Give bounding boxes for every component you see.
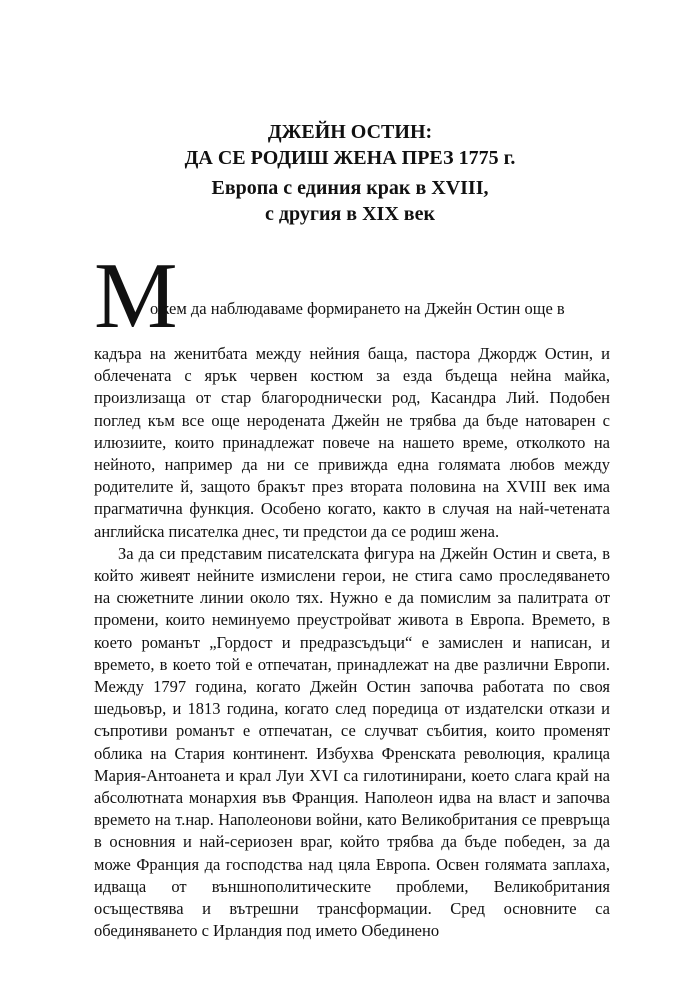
paragraph-2: За да си представим писателската фигура на Джейн Остин и света, в който живеят нейните измислени герои, не стига само проследяването на сюжетните линии около тях. Нужно е да помислим за палитрата от промени, които неминуемо преустройват живота в Европа. Времето, в което романът „Гордост и предразсъдъци“ е замислен и написан, и времето, в което той е отпечатан, принадлежат на две различни Европи. Между 1797 година, когато Джейн Остин започва работата по своя шедьовър, и 1813 година, когато след поредица от издателски откази и съпротиви романът е отпечатан, се случват събития, които променят облика на Стария континент. Избухва Френската революция, кралица Мария-Антоанета и крал Луи XVI са гилотинирани, което слага край на абсолютната монархия във Франция. Наполеон идва на власт и започва времето на т.нар. Наполеонови войни, като Великобритания се превръща в основния и най-сериозен враг, който трябва да бъде победен, за да може Франция да господства над цяла Европа. Освен голямата заплаха, идваща от външнополитическите проблеми, Великобритания осъществява и вътрешни трансформации. Сред основните са обединяването с Ирландия под името Обединено — [94, 543, 610, 941]
paragraph-1: кадъра на женитбата между нейния баща, пастора Джордж Остин, и облечената с ярък червен костюм за езда бъдеща нейна майка, произлизаща от стар благороднически род, Касандра Лий. Подобен поглед към все още неродената Джейн не трябва да бъде натоварен с илюзиите, които принадлежат повече на нашето време, отколкото на нейното, например да ни се привижда една голямата любов между родителите й, защото бракът през втората половина на XVIII век има прагматична функция. Особено когато, както в случая на най-четената английска писателка днес, ти предстои да се родиш жена. — [94, 344, 610, 541]
chapter-subtitle-line-2: с другия в XIX век — [265, 203, 435, 225]
chapter-title-line-2: ДА СЕ РОДИШ ЖЕНА ПРЕЗ 1775 г. — [184, 147, 516, 169]
chapter-title-line-1: ДЖЕЙН ОСТИН: — [267, 121, 433, 143]
drop-cap-letter: М — [94, 244, 178, 348]
body-text — [94, 343, 610, 942]
chapter-subtitle-line-1: Европа с единия крак в XVIII, — [211, 177, 489, 199]
first-line-text: ожем да наблюдаваме формирането на Джейн Остин още в — [150, 299, 565, 318]
